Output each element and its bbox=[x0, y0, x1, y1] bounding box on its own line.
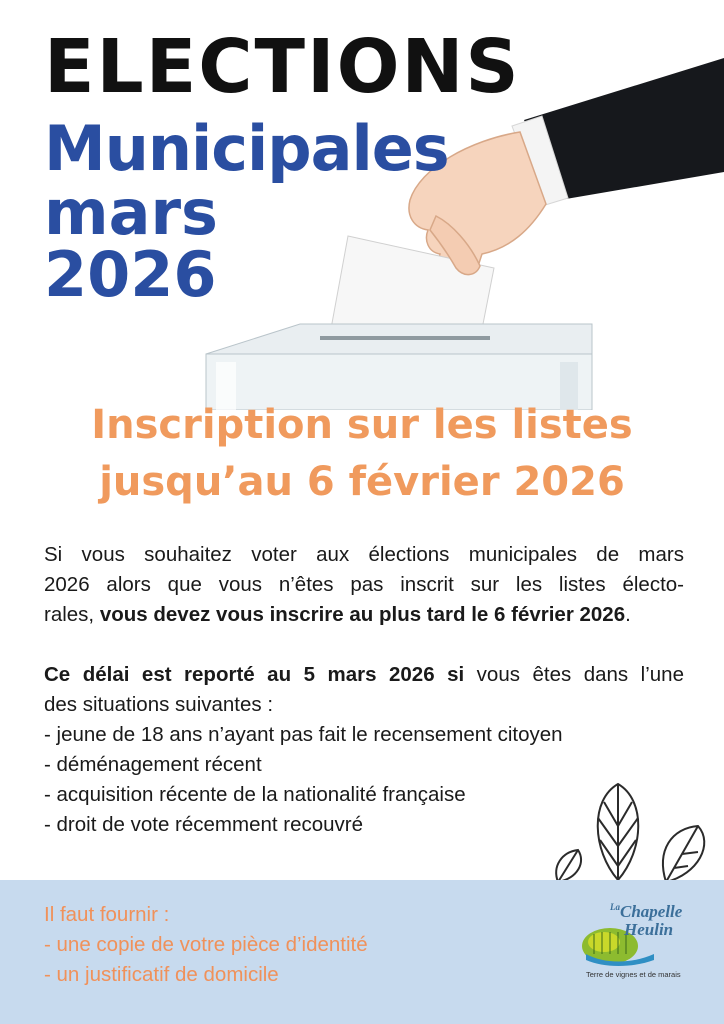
extension-plain: vous êtes dans l’une bbox=[464, 663, 684, 686]
requirements-heading: Il faut fournir : bbox=[44, 903, 170, 926]
logo-name-first bbox=[610, 902, 682, 922]
town-logo bbox=[580, 900, 690, 1010]
title-mars: mars bbox=[44, 176, 218, 249]
title-year: 2026 bbox=[44, 238, 217, 311]
logo-name-second: Heulin bbox=[624, 920, 674, 939]
intro-line-2: 2026 alors que vous n’êtes pas inscrit sur les listes électo- bbox=[44, 573, 684, 596]
extension-line-2: des situations suivantes : bbox=[44, 693, 274, 716]
situation-item: - acquisition récente de la nationalité française bbox=[44, 783, 466, 806]
requirement-item: - un justificatif de domicile bbox=[44, 963, 279, 986]
intro-paragraph bbox=[44, 540, 684, 630]
logo-prefix: La bbox=[610, 902, 620, 912]
situation-item: - jeune de 18 ans n’ayant pas fait le recensement citoyen bbox=[44, 723, 563, 746]
deadline-line-1: Inscription sur les listes bbox=[91, 402, 633, 448]
title-municipales: Municipales bbox=[44, 112, 449, 185]
title-elections: ELECTIONS bbox=[44, 24, 521, 110]
deadline-line-2: jusqu’au 6 février 2026 bbox=[99, 459, 625, 505]
requirements-list bbox=[44, 900, 368, 990]
intro-line-3 bbox=[44, 600, 684, 630]
situation-item: - droit de vote récemment recouvré bbox=[44, 813, 364, 836]
intro-line-3-plain: rales, bbox=[44, 603, 100, 626]
leaf-decoration-icon bbox=[548, 770, 724, 890]
box-slot bbox=[320, 336, 490, 340]
logo-tagline: Terre de vignes et de marais bbox=[586, 970, 681, 979]
logo-name1: Chapelle bbox=[620, 902, 683, 921]
extension-line-1 bbox=[44, 660, 684, 690]
intro-deadline-bold: vous devez vous inscrire au plus tard le 6 février 2026 bbox=[99, 603, 626, 626]
intro-line-1: Si vous souhaitez voter aux élections municipales de mars bbox=[44, 543, 684, 566]
extension-bold: Ce délai est reporté au 5 mars 2026 si bbox=[44, 663, 465, 686]
footer-requirements bbox=[0, 880, 724, 1024]
situation-item: - déménagement récent bbox=[44, 753, 262, 776]
requirement-item: - une copie de votre pièce d’identité bbox=[44, 933, 368, 956]
intro-line-3-end: . bbox=[625, 603, 631, 626]
